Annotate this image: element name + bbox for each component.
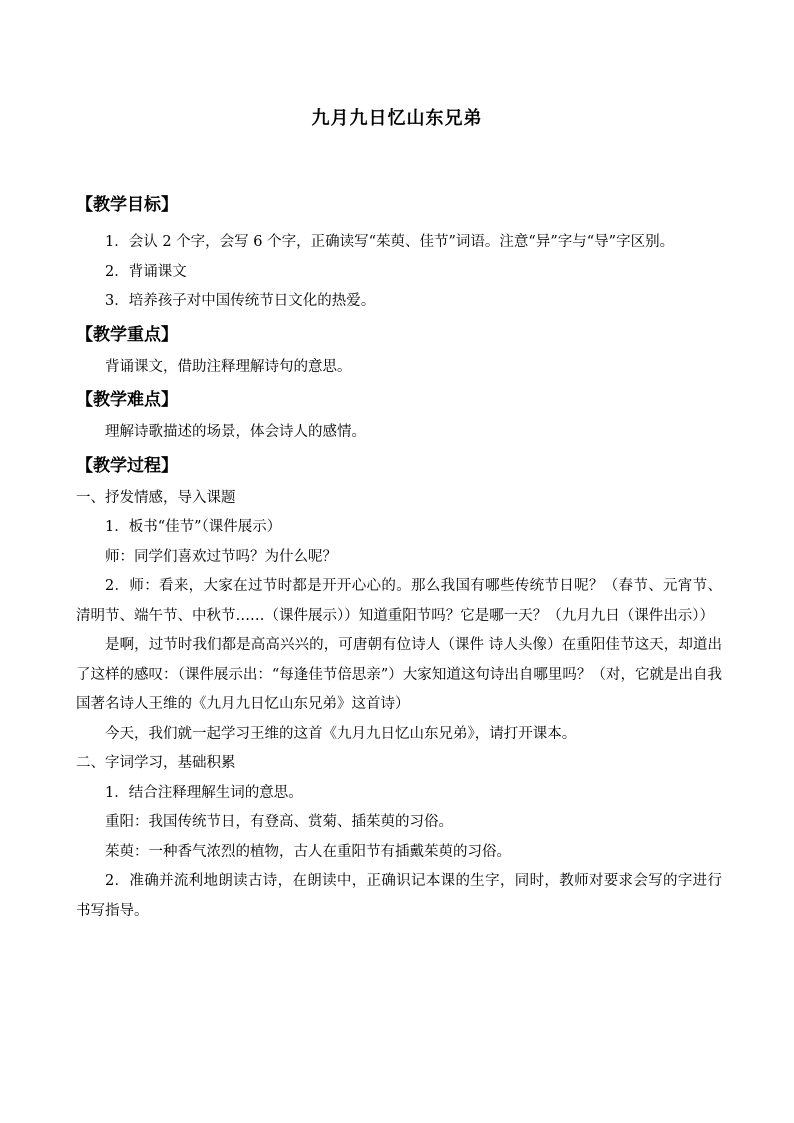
process-part1-title: 一、抒发情感，导入课题 — [76, 489, 236, 506]
process-part2-line: 重阳：我国传统节日，有登高、赏菊、插茱萸的习俗。 — [105, 814, 453, 830]
process-part1-line: 师：同学们喜欢过节吗？为什么呢？ — [105, 548, 337, 565]
key-points-text: 背诵课文，借助注释理解诗句的意思。 — [105, 358, 352, 375]
process-part1-line: 2．师：看来，大家在过节时都是开开心心的。那么我国有哪些传统节日呢？（春节、元宵节、清明节、端午节、中秋节……（课件展示））知道重阳节吗？它是哪一天？（九月九日（课件出示）） — [76, 578, 722, 624]
document-title: 九月九日忆山东兄弟 — [311, 108, 483, 129]
difficulties-heading: 【教学难点】 — [76, 390, 178, 410]
process-part2-line: 1．结合注释理解生词的意思。 — [105, 784, 303, 801]
difficulties-text: 理解诗歌描述的场景，体会诗人的感情。 — [105, 424, 366, 440]
process-part1-line: 是啊，过节时我们都是高高兴兴的，可唐朝有位诗人（课件 诗人头像）在重阳佳节这天，却道出了这样的感叹：（课件展示出：“每逢佳节倍思亲”）大家知道这句诗出自哪里吗？（对，它就是出自我国著名诗人王维的《九月九日忆山东兄弟》这首诗） — [76, 637, 722, 712]
process-heading: 【教学过程】 — [76, 455, 178, 476]
key-points-heading: 【教学重点】 — [76, 324, 178, 345]
objective-item: 2．背诵课文 — [105, 263, 187, 280]
objective-item: 1．会认 2 个字，会写 6 个字，正确读写“茱萸、佳节”词语。注意“异”字与“导”字区别。 — [105, 234, 675, 250]
objectives-heading: 【教学目标】 — [76, 195, 178, 215]
objective-item: 3．培养孩子对中国传统节日文化的热爱。 — [105, 293, 376, 309]
process-part1-line: 今天，我们就一起学习王维的这首《九月九日忆山东兄弟》，请打开课本。 — [105, 725, 577, 742]
process-part1-line: 1．板书“佳节”（课件展示） — [105, 519, 282, 535]
process-part2-title: 二、字词学习，基础积累 — [76, 755, 236, 771]
document-body — [76, 190, 722, 926]
process-part2-line: 茱萸：一种香气浓烈的植物，古人在重阳节有插戴茱萸的习俗。 — [105, 843, 511, 860]
process-part2-line: 2．准确并流利地朗读古诗，在朗读中，正确识记本课的生字，同时，教师对要求会写的字进行书写指导。 — [76, 873, 722, 919]
